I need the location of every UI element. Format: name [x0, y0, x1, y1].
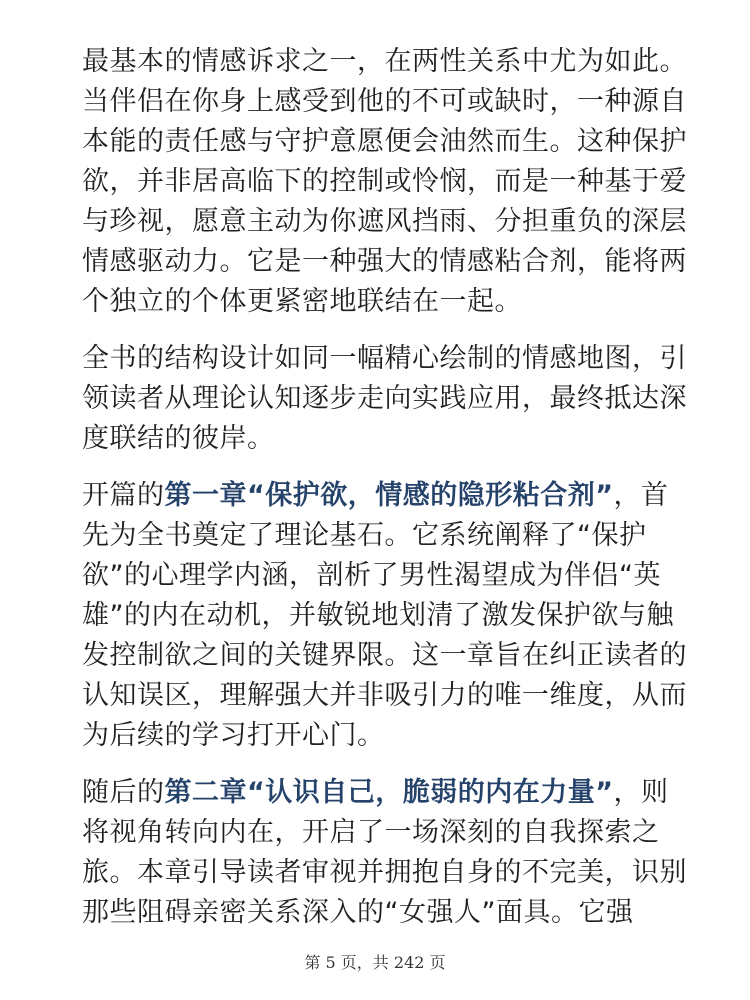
text-line: 认知误区，理解强大并非吸引力的唯一维度，从而 — [82, 680, 687, 711]
paragraph-2 — [82, 339, 687, 459]
text-line: 最基本的情感诉求之一，在两性关系中尤为如此。 — [82, 46, 687, 77]
text-line: 个独立的个体更紧密地联结在一起。 — [82, 286, 522, 317]
text-fragment: 开篇的 — [82, 480, 165, 511]
paragraph-1 — [82, 42, 687, 322]
text-line: 全书的结构设计如同一幅精心绘制的情感地图，引 — [82, 343, 687, 374]
text-line: 旅。本章引导读者审视并拥抱自身的不完美，识别 — [82, 857, 687, 888]
text-line: 将视角转向内在，开启了一场深刻的自我探索之 — [82, 817, 660, 848]
text-line — [82, 476, 672, 516]
text-line: 欲，并非居高临下的控制或怜悯，而是一种基于爱 — [82, 166, 687, 197]
text-line: 为后续的学习打开心门。 — [82, 720, 385, 751]
page-content — [82, 42, 687, 950]
text-line: 发控制欲之间的关键界限。这一章旨在纠正读者的 — [82, 640, 687, 671]
text-line: 情感驱动力。它是一种强大的情感粘合剂，能将两 — [82, 246, 687, 277]
text-line: 度联结的彼岸。 — [82, 423, 275, 454]
paragraph-4 — [82, 773, 687, 933]
text-fragment: ，首 — [613, 480, 669, 511]
text-line: 当伴侣在你身上感受到他的不可或缺时，一种源自 — [82, 86, 687, 117]
text-fragment: ，则 — [613, 777, 669, 808]
page-number-footer: 第 5 页，共 242 页 — [304, 953, 446, 972]
paragraph-3 — [82, 476, 687, 756]
text-line — [82, 773, 672, 813]
text-line: 欲”的心理学内涵，剖析了男性渴望成为伴侣“英 — [82, 560, 661, 591]
chapter-1-title: 第一章“保护欲，情感的隐形粘合剂” — [164, 480, 614, 511]
text-line: 那些阻碍亲密关系深入的“女强人”面具。它强 — [82, 897, 634, 928]
text-line: 先为全书奠定了理论基石。它系统阐释了“保护 — [82, 520, 647, 551]
text-fragment: 随后的 — [82, 777, 165, 808]
text-line: 与珍视，愿意主动为你遮风挡雨、分担重负的深层 — [82, 206, 687, 237]
text-line: 本能的责任感与守护意愿便会油然而生。这种保护 — [82, 126, 687, 157]
text-line: 雄”的内在动机，并敏锐地划清了激发保护欲与触 — [82, 600, 674, 631]
text-line: 领读者从理论认知逐步走向实践应用，最终抵达深 — [82, 383, 687, 414]
chapter-2-title: 第二章“认识自己，脆弱的内在力量” — [164, 777, 614, 808]
